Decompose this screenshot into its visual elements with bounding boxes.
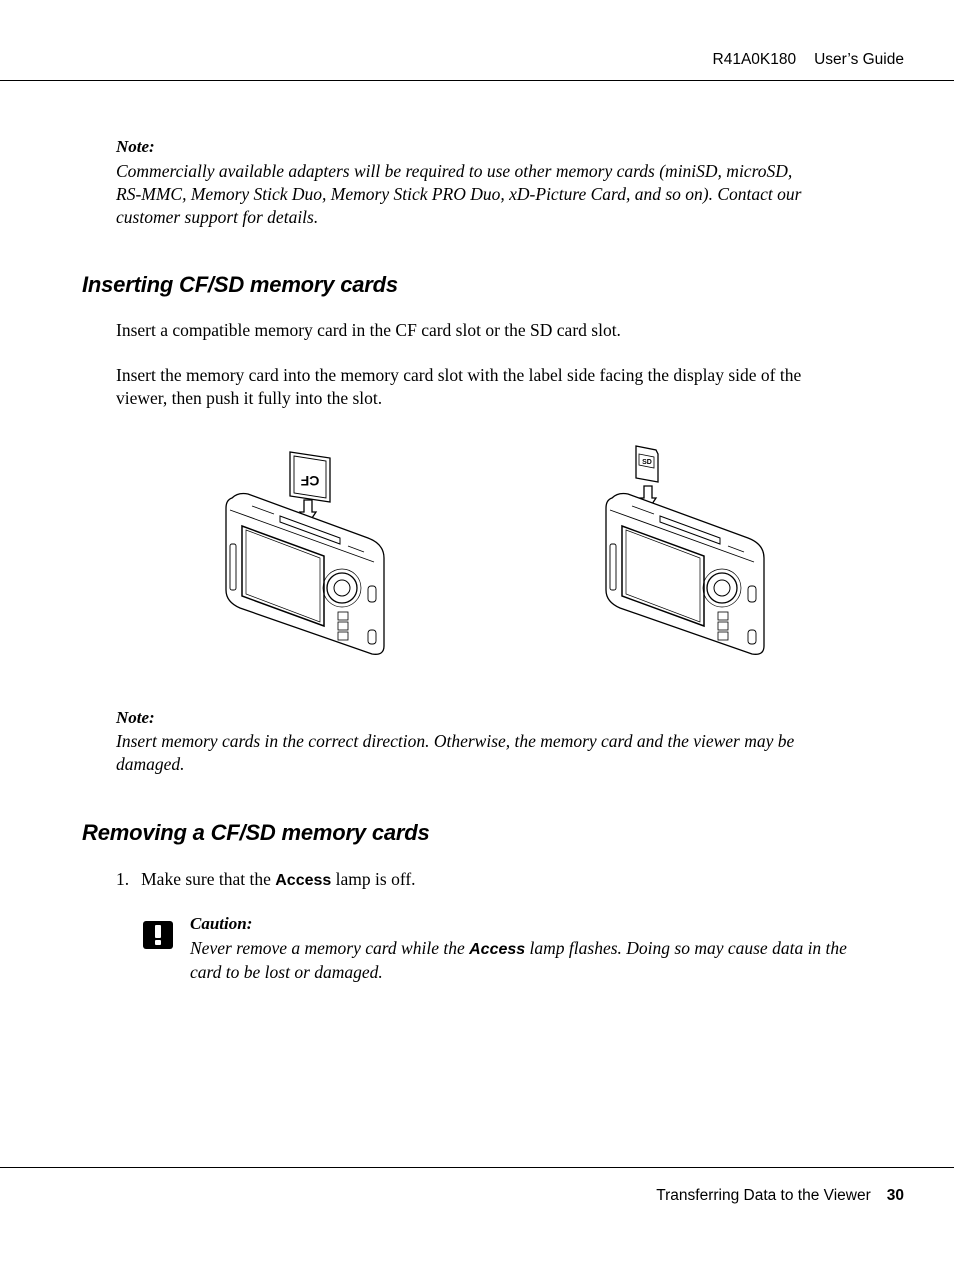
viewer-body [226,494,384,655]
page-header [713,51,904,69]
note-body [116,730,794,776]
paragraph: Insert a compatible memory card in the CF card slot or the SD card slot. [116,320,621,340]
sd-card-label: SD [642,459,652,466]
cf-card-label: CF [300,473,320,489]
header-rule [0,80,954,81]
note-label: Note: [116,137,155,156]
note-line: damaged. [116,754,185,774]
caution-label: Caution: [190,914,253,933]
paragraph [116,364,801,410]
caution-line: card to be lost or damaged. [190,962,383,982]
caution-icon [142,920,174,950]
access-keyword: Access [469,941,526,958]
note-line: customer support for details. [116,207,319,227]
page-number: 30 [886,1187,904,1204]
access-keyword: Access [275,872,332,889]
caution-line: Never remove a memory card while the Access lamp flashes. Doing so may cause data in the [190,938,847,958]
guide-title: User’s Guide [814,51,904,68]
note-line: Commercially available adapters will be required to use other memory cards (miniSD, microSD, [116,161,793,181]
footer-rule [0,1167,954,1168]
note-line: RS-MMC, Memory Stick Duo, Memory Stick PRO Duo, xD-Picture Card, and so on). Contact our [116,184,802,204]
section-heading-removing: Removing a CF/SD memory cards [82,820,430,845]
viewer-body [606,494,764,655]
step-item [116,868,416,892]
caution-body [190,937,847,984]
step-text: lamp is off. [331,869,416,889]
paragraph-line: Insert the memory card into the memory card slot with the label side facing the display side of the [116,365,802,385]
chapter-title: Transferring Data to the Viewer [656,1187,871,1204]
note-body [116,160,801,229]
doc-code: R41A0K180 [712,51,797,68]
step-text: Make sure that the [141,869,276,889]
step-number: 1. [116,869,130,889]
paragraph-line: viewer, then push it fully into the slot. [116,388,383,408]
page-footer [656,1187,904,1205]
cf-card-insertion-illustration [218,440,390,662]
note-line: Insert memory cards in the correct direction. Otherwise, the memory card and the viewer may be [116,731,795,751]
note-label: Note: [116,708,155,727]
section-heading-inserting: Inserting CF/SD memory cards [82,272,398,297]
sd-card-insertion-illustration [598,440,770,662]
